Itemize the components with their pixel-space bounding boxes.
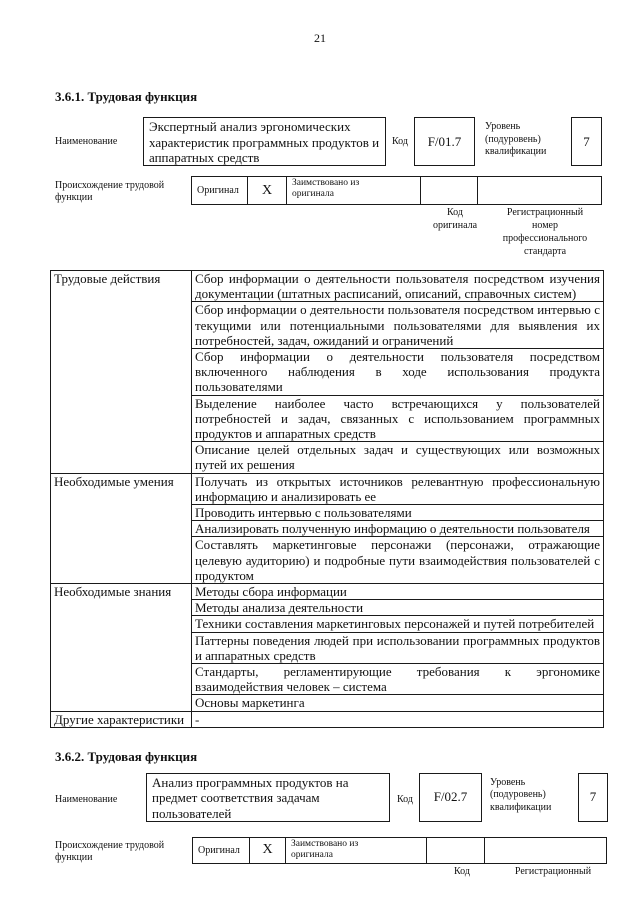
origin-original-label: Оригинал: [197, 185, 239, 196]
required-knowledge-item: Паттерны поведения людей при использовании программных продуктов и аппаратных средств: [192, 632, 604, 663]
origin-table: [191, 176, 602, 205]
function-heading: 3.6.1. Трудовая функция: [55, 89, 198, 104]
labor-action-item: Описание целей отдельных задач и существующих или возможных путей их решения: [192, 442, 604, 473]
table-row: [51, 473, 604, 504]
labor-action-item: Сбор информации о деятельности пользователя посредством интервью с текущими или потенциальными пользователями для выявления их потребностей, задач, ожиданий и ограничений: [192, 302, 604, 349]
required-knowledge-item: Методы анализа деятельности: [192, 600, 604, 616]
original-code-caption: Код оригинала: [432, 207, 478, 231]
table-row: [51, 271, 604, 302]
labor-action-item: Сбор информации о деятельности пользователя посредством включенного наблюдения в ходе использования продукта пользователями: [192, 349, 604, 396]
table-row: [51, 711, 604, 727]
labor-action-item: Сбор информации о деятельности пользователя посредством изучения документации (штатных расписаний, описаний, справочных систем): [192, 271, 604, 302]
page-number: 21: [314, 31, 326, 45]
qualification-level-box: [571, 117, 602, 166]
required-skill-item: Получать из открытых источников релевантную профессиональную информацию и анализировать ее: [192, 473, 604, 504]
characteristics-table: [50, 270, 604, 728]
qualification-level-label: Уровень (подуровень) квалификации: [490, 776, 552, 813]
origin-mark-cell: [248, 177, 287, 204]
origin-label: Происхождение трудовой функции: [55, 180, 165, 203]
qualification-level: 7: [589, 789, 597, 805]
function-code: F/01.7: [427, 133, 462, 149]
origin-borrowed-cell: [287, 177, 421, 204]
labor-function-3-6-2: [0, 745, 640, 903]
other-characteristics-item: -: [192, 711, 604, 727]
labor-actions-label: Трудовые действия: [51, 271, 192, 474]
function-code-box: [414, 117, 475, 166]
origin-borrowed-label: Заимствовано из оригинала: [291, 838, 359, 860]
origin-table: [192, 837, 607, 864]
required-knowledge-item: Техники составления маркетинговых персонажей и путей потребителей: [192, 616, 604, 632]
origin-label: Происхождение трудовой функции: [55, 839, 165, 863]
function-code: F/02.7: [433, 789, 468, 805]
required-knowledge-item: Стандарты, регламентирующие требования к эргономике взаимодействия человек – система: [192, 664, 604, 695]
origin-borrowed-cell: [286, 838, 427, 863]
code-label: Код: [392, 136, 408, 147]
original-code-cell: [421, 177, 478, 204]
required-skills-label: Необходимые умения: [51, 473, 192, 583]
name-label: Наименование: [55, 793, 118, 805]
origin-borrowed-label: Заимствовано из оригинала: [292, 178, 360, 199]
origin-original-cell: [192, 177, 248, 204]
origin-mark: X: [262, 842, 273, 858]
code-label: Код: [397, 793, 413, 805]
registration-number-cell: [478, 177, 601, 204]
function-heading: 3.6.2. Трудовая функция: [55, 748, 198, 764]
function-name-box: Экспертный анализ эргономических характеристик программных продуктов и аппаратных средств: [143, 117, 386, 166]
required-skill-item: Составлять маркетинговые персонажи (персонажи, отражающие целевую аудиторию) и подробные пути взаимодействия пользователей с продуктом: [192, 537, 604, 584]
registration-number-cell: [485, 838, 606, 863]
qualification-level-label: Уровень (подуровень) квалификации: [485, 121, 547, 157]
required-knowledge-item: Методы сбора информации: [192, 584, 604, 600]
table-row: [51, 584, 604, 600]
labor-function-3-6-1: [0, 86, 640, 261]
function-name-box: Анализ программных продуктов на предмет соответствия задачам пользователей: [146, 773, 390, 822]
other-characteristics-label: Другие характеристики: [51, 711, 192, 727]
qualification-level-box: [578, 773, 608, 822]
required-skill-item: Проводить интервью с пользователями: [192, 505, 604, 521]
origin-original-label: Оригинал: [198, 844, 240, 856]
origin-original-cell: [193, 838, 250, 863]
origin-mark-cell: [250, 838, 286, 863]
original-code-caption: Код: [454, 865, 470, 877]
required-knowledge-label: Необходимые знания: [51, 584, 192, 712]
registration-number-caption: Регистрационный номер профессионального стандарта: [502, 207, 588, 257]
labor-action-item: Выделение наиболее часто встречающихся у пользователей потребностей и задач, связанных с использованием программных продуктов и аппаратных средств: [192, 395, 604, 442]
origin-mark: X: [261, 182, 273, 198]
required-skill-item: Анализировать полученную информацию о деятельности пользователя: [192, 521, 604, 537]
required-knowledge-item: Основы маркетинга: [192, 695, 604, 711]
name-label: Наименование: [55, 136, 118, 147]
original-code-cell: [427, 838, 485, 863]
content-flow: [0, 270, 640, 905]
registration-number-caption: Регистрационный: [514, 865, 592, 877]
function-code-box: [419, 773, 482, 822]
qualification-level: 7: [583, 133, 590, 149]
